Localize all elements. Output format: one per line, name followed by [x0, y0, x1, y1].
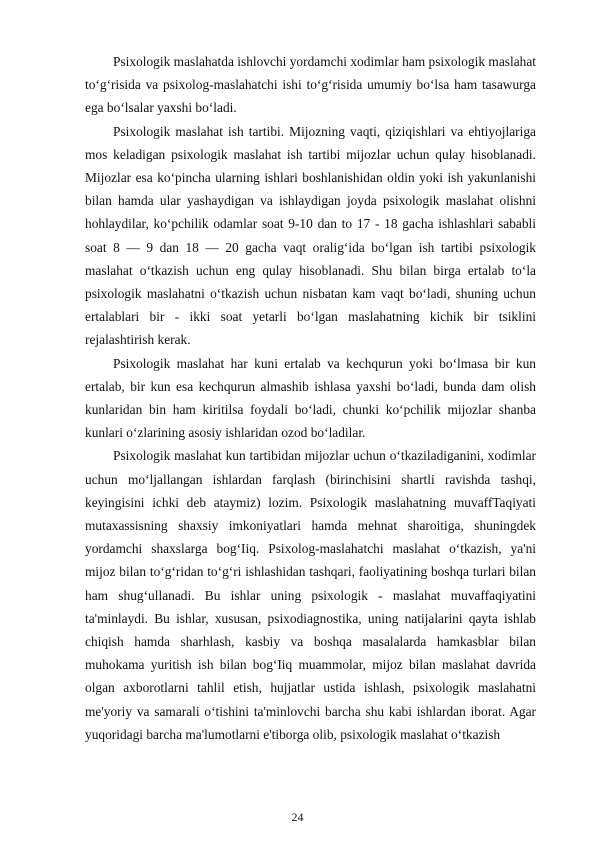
document-body: [85, 50, 536, 746]
paragraph-internal-external-work: Psixologik maslahat kun tartibidan mijozlar uchun o‘tkaziladiganini, xodimlar uchun mo‘ljallangan ishlardan farqlash (birinchisini shartli ravishda tashqi, keyingisini ichki deb ataymiz) lozim. Psixologik maslahatning muvaffTaqiyati mutaxassisning shaxsiy imkoniyatlari hamda mehnat sharoitiga, shuningdek yordamchi shaxslarga bog‘Iiq. Psixolog-maslahatchi maslahat o‘tkazish, ya'ni mijoz bilan to‘g‘ridan to‘g‘ri ishlashidan tashqari, faoliyatining boshqa turlari bilan ham shug‘ullanadi. Bu ishlar uning psixologik - maslahat muvaffaqiyatini ta'minlaydi. Bu ishlar, xususan, psixodiagnostika, uning natijalarini qayta ishlab chiqish hamda sharhlash, kasbiy va boshqa masalalarda hamkasblar bilan muhokama yuritish ish bilan bog‘Iiq muammolar, mijoz bilan maslahat davrida olgan axborotlarni tahlil etish, hujjatlar ustida ishlash, psixologik maslahatni me'yoriy va samarali o‘tishini ta'minlovchi barcha shu kabi ishlardan iborat. Agar yuqoridagi barcha ma'lumotlarni e'tiborga olib, psixologik maslahat o‘tkazish: [85, 448, 536, 742]
page-number: 24: [291, 810, 304, 824]
paragraph-assistant-staff: Psixologik maslahatda ishlovchi yordamchi xodimlar ham psixologik maslahat to‘g‘risida va psixolog-maslahatchi ishi to‘g‘risida umumiy bo‘lsa ham tasawurga ega bo‘lsalar yaxshi bo‘ladi.: [85, 54, 536, 116]
paragraph-work-schedule: Psixologik maslahat ish tartibi. Mijozning vaqti, qiziqishlari va ehtiyojlariga mos keladigan psixologik maslahat ish tartibi mijozlar uchun qulay hisoblanadi. Mijozlar esa ko‘pincha ularning ishlari boshlanishidan oldin yoki ish yakunlanishi bilan hamda ular yashaydigan va ishlaydigan joyda psixologik maslahat olishni hohlaydilar, ko‘pchilik odamlar soat 9-10 dan to 17 - 18 gacha ishlashlari sababli soat 8 — 9 dan 18 — 20 gacha vaqt oralig‘ida bo‘lgan ish tartibi psixologik maslahat o‘tkazish uchun eng qulay hisoblanadi. Shu bilan birga ertalab to‘la psixologik maslahatni o‘tkazish uchun nisbatan kam vaqt bo‘ladi, shuning uchun ertalablari bir - ikki soat yetarli bo‘lgan maslahatning kichik bir tsiklini rejalashtirish kerak.: [85, 123, 536, 348]
paragraph-daily-alternation: Psixologik maslahat har kuni ertalab va kechqurun yoki bo‘lmasa bir kun ertalab, bir kun esa kechqurun almashib ishlasa yaxshi bo‘ladi, bunda dam olish kunlaridan bin ham kiritilsa foydali bo‘ladi, chunki ko‘pchilik mijozlar shanba kunlari o‘zlarining asosiy ishlaridan ozod bo‘ladilar.: [85, 355, 536, 441]
